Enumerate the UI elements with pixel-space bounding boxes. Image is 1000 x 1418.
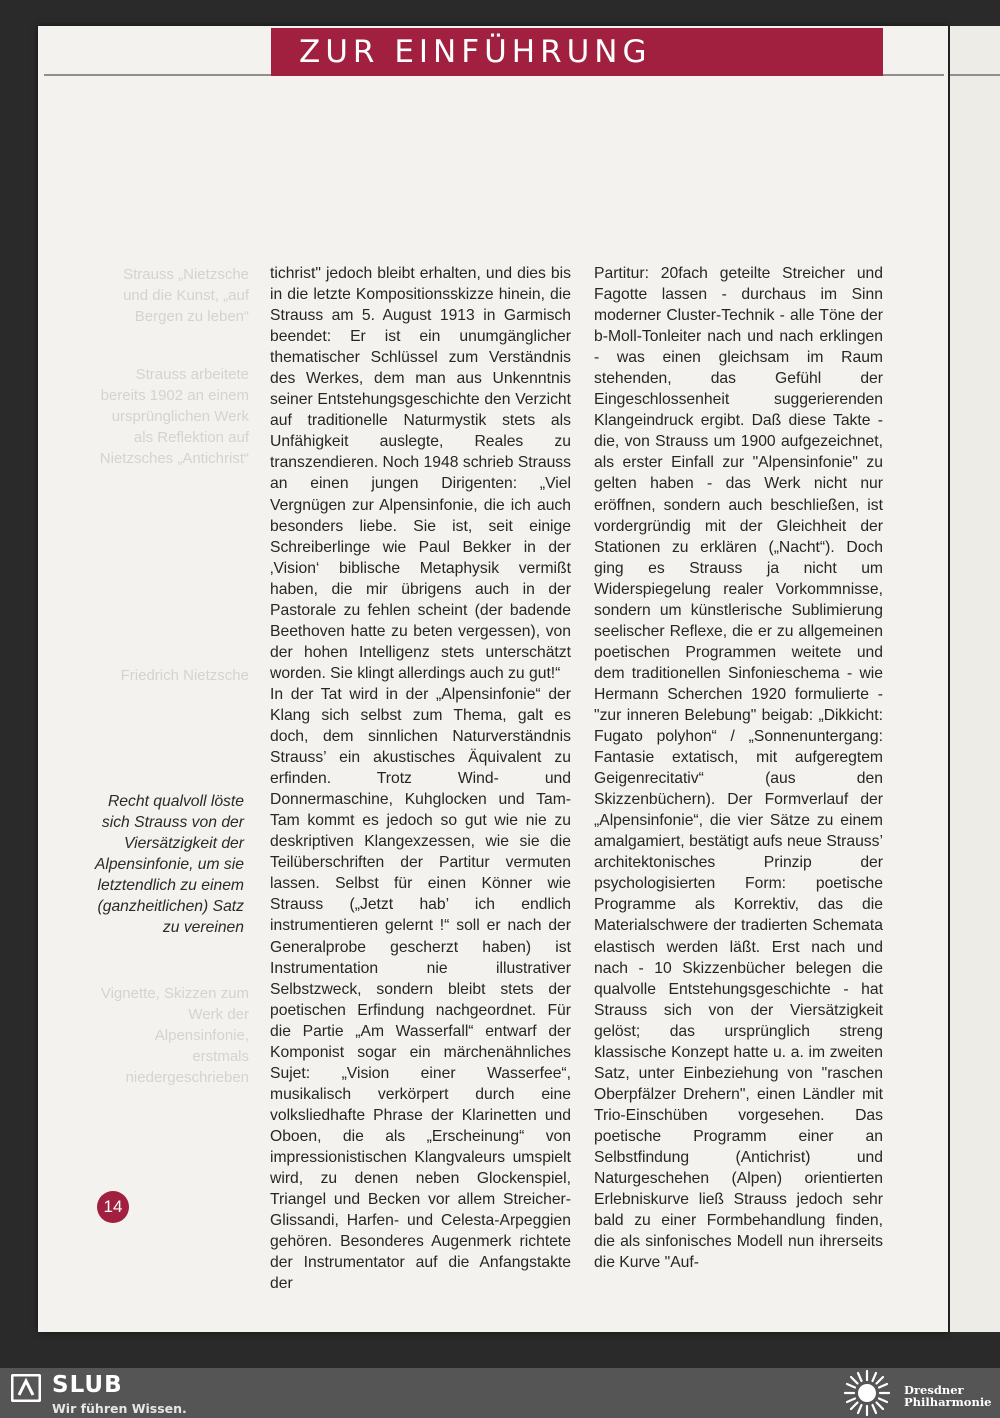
section-title: ZUR EINFÜHRUNG <box>271 28 883 76</box>
page-number: 14 <box>97 1191 129 1223</box>
dp-name-line1: Dresdner <box>904 1383 964 1397</box>
facing-page-edge <box>950 26 1000 1332</box>
faded-margin-note: Strauss arbeitete bereits 1902 an einem ursprünglichen Werk als Reflektion auf Nietzsches „Antichrist“ <box>99 366 249 467</box>
slub-name[interactable]: SLUB <box>52 1372 123 1398</box>
text-column-left <box>270 263 571 1294</box>
text-column-right <box>594 263 883 1273</box>
dp-name-line2: Philharmonie <box>904 1395 992 1409</box>
margin-sidenote: Recht qualvoll löste sich Strauss von der Viersätzigkeit der Alpensinfonie, um sie letztendlich zu einem (ganzheitlichen) Satz zu vereinen <box>94 793 244 936</box>
paragraph: In der Tat wird in der „Alpensinfonie“ der Klang sich selbst zum Thema, galt es doch, dem sinnlichen Naturverständnis Strauss’ ein akustisches Äquivalent zu erfinden. Trotz Wind- und Donnermaschine, Kuhglocken und Tam-Tam kommt es jedoch so gut wie nie zu deskriptiven Klangexzessen, wie sie die Teilüberschriften der Partitur vermuten lassen. Selbst für einen Könner wie Strauss („Jetzt hab’ ich endlich instrumentieren gelernt !“ soll er nach der Generalprobe gescherzt haben) ist Instrumentation nie illustrativer Selbstzweck, sondern bleibt stets der poetischen Erfindung nachgeordnet. Für die Partie „Am Wasserfall“ entwarf der Komponist sogar ein märchenähnliches Sujet: „Vision einer Wasserfee“, musikalisch verkörpert durch eine volksliedhafte Phrase der Klarinetten und Oboen, die als „Erscheinung“ von impressionistischen Klangvaleurs umspielt wird, zu denen neben Glockenspiel, Triangel und Becken vor allem Streicher-Glissandi, Harfen- und Celesta-Arpeggien gehören. Besonderes Augenmerk richtete der Instrumentator auf die Anfangstakte der <box>270 685 571 1293</box>
slub-tagline: Wir führen Wissen. <box>52 1401 187 1416</box>
paragraph: Partitur: 20fach geteilte Streicher und Fagotte lassen - durchaus im Sinn moderner Cluster-Technik - alle Töne der b-Moll-Tonleiter nach und nach erklingen - was einen gleichsam im Raum stehenden, das Gefühl der Eingeschlossenheit suggerierenden Klangeindruck ergibt. Daß diese Takte - die, von Strauss um 1900 aufgezeichnet, als erster Einfall zur "Alpensinfonie" zu gelten haben - das Werk nicht nur eröffnen, sondern auch beschließen, ist vordergründig mit der Gleichheit der Stationen zu erklären („Nacht“). Doch ging es Strauss ja nicht um Widerspiegelung realer Vorkommnisse, sondern um künstlerische Sublimierung seelischer Reflexe, die er zu allgemeinen poetischen Programmen weitete und dem traditionellen Sinfonieschema - wie Hermann Scherchen 1920 formulierte - "zur inneren Belebung" beigab: „Dikkicht: Fugato polyhon“ / „Sonnenuntergang: Fantasie extatisch, mit aufgeregtem Geigenrecitativ“ (aus den Skizzenbüchern). Der Formverlauf der „Alpensinfonie“, die vier Sätze zu einem amalgamiert, bestätigt aufs neue Strauss’ architektonisches Prinzip der psychologisierten Form: poetische Programme als Korrektiv, das die Materialschwere der tradierten Schemata elastisch werden läßt. Erst nach und nach - 10 Skizzenbücher belegen die qualvolle Entstehungsgeschichte - hat Strauss sich von der Viersätzigkeit gelöst; das ursprünglich streng klassische Konzept hatte u. a. im zweiten Satz, unter Einbeziehung von "raschen Oberpfälzer Drehern", einen Ländler mit Trio-Einschüben vorgesehen. Das poetische Programm einer an Selbstfindung (Antichrist) und Naturgeschehen (Alpen) orientierten Erlebniskurve ließ Strauss jedoch sehr bald zu einer Formbehandlung finden, die als sinfonisches Modell nun ihrerseits die Kurve "Auf- <box>594 265 883 1272</box>
faded-margin-note: Friedrich Nietzsche <box>120 667 249 684</box>
faded-margin-note: Vignette, Skizzen zum Werk der Alpensinfonie, erstmals niedergeschrieben <box>100 985 249 1086</box>
dresdner-philharmonie-name <box>904 1384 992 1408</box>
facing-header-rule <box>950 74 1000 76</box>
slub-logo-icon[interactable] <box>11 1374 41 1402</box>
faded-margin-note: Strauss „Nietzsche und die Kunst, „auf Bergen zu leben“ <box>123 266 249 325</box>
dresdner-philharmonie-logo-icon[interactable] <box>842 1369 892 1417</box>
paragraph: tichrist" jedoch bleibt erhalten, und dies bis in die letzte Kompositionsskizze hinein, die Strauss am 5. August 1913 in Garmisch beendet: Er ist ein unumgänglicher thematischer Schlüssel zum Verständnis des Werkes, dem man aus Unkenntnis seiner Entstehungsgeschichte den Verzicht auf traditionelle Naturmystik stets als Unfähigkeit auslegte, Reales zu transzendieren. Noch 1948 schrieb Strauss an einen jungen Dirigenten: „Viel Vergnügen zur Alpensinfonie, die ich auch besonders liebe. Sie ist, seit einige Schreiberlinge wie Paul Bekker in der ‚Vision‘ biblische Metaphysik vermißt haben, die mir übrigens auch in der Pastorale zu fehlen scheint (der badende Beethoven hatte zu beten vergessen), von der hohen Intelligenz stets unterschätzt worden. Sie klingt allerdings auch zu gut!“ <box>270 265 571 682</box>
